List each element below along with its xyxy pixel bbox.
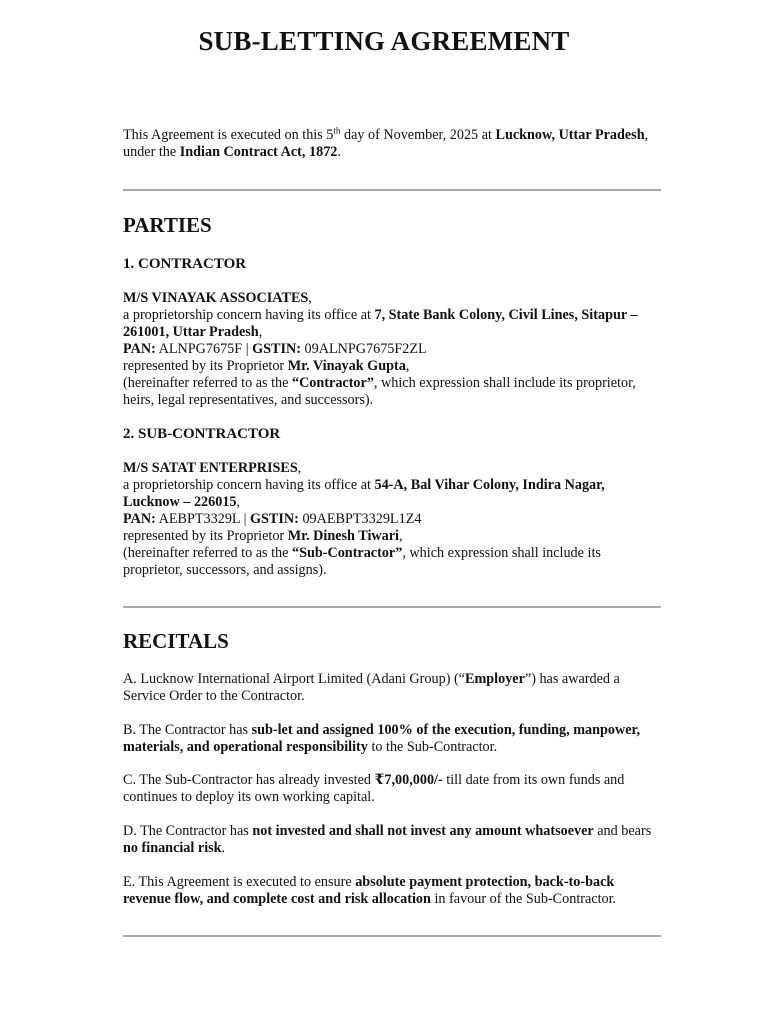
contractor-reference [123, 375, 663, 392]
punctuation: , [308, 290, 312, 306]
subcontractor-tax-ids [123, 511, 663, 528]
punctuation: , [297, 460, 302, 476]
recital-emphasis: no financial risk [123, 840, 222, 856]
recital-e-line-1 [123, 874, 663, 891]
subcontractor-heading: 2. SUB-CONTRACTOR [123, 426, 281, 442]
pan-label: PAN: [123, 511, 156, 527]
recital-text: A. Lucknow International Airport Limited (Adani Group) (“ [123, 671, 465, 687]
subcontractor-name: M/S SATAT ENTERPRISES [123, 460, 298, 476]
pan-value: ALNPG7675F | [155, 341, 253, 357]
punctuation: , [405, 358, 410, 374]
contractor-name: M/S VINAYAK ASSOCIATES [123, 290, 309, 306]
subcontractor-office-line-2 [123, 494, 663, 511]
recital-d-line-1 [123, 823, 663, 840]
intro-location: Lucknow, Uttar Pradesh [495, 127, 645, 143]
gstin-label: GSTIN: [250, 511, 299, 527]
intro-line-2 [123, 144, 663, 161]
subcontractor-name-line [123, 460, 663, 477]
rep-prefix: represented by its Proprietor [123, 528, 288, 544]
recital-text: C. The Sub-Contractor has already invested [123, 772, 375, 788]
recitals-heading: RECITALS [123, 629, 229, 653]
recital-b [123, 722, 663, 756]
recital-text: till date from its own funds and [442, 772, 625, 788]
recital-emphasis: Employer [464, 671, 525, 687]
recital-text: B. The Contractor has [123, 722, 252, 738]
intro-text: , [644, 127, 649, 143]
subcontractor-details [123, 460, 663, 579]
recital-c-line-1 [123, 772, 663, 789]
recital-text: D. The Contractor has [123, 823, 253, 839]
recital-text: in favour of the Sub-Contractor. [430, 891, 617, 907]
ref-suffix: , which expression shall include its proprietor, [373, 375, 636, 391]
recital-e-line-2 [123, 891, 663, 908]
recital-e [123, 874, 663, 908]
recital-amount: ₹7,00,000/- [374, 772, 443, 788]
rep-prefix: represented by its Proprietor [123, 358, 288, 374]
ref-term: “Contractor” [291, 375, 374, 391]
intro-text: day of November, 2025 at [340, 127, 496, 143]
intro-text: under the [123, 144, 180, 160]
gstin-value: 09AEBPT3329L1Z4 [298, 511, 422, 527]
recital-b-line-2 [123, 739, 663, 756]
office-prefix: a proprietorship concern having its office at [123, 477, 375, 493]
recital-c-line-2: continues to deploy its own working capital. [123, 789, 375, 805]
recital-b-line-1 [123, 722, 663, 739]
document-title: SUB-LETTING AGREEMENT [198, 26, 570, 56]
rep-name: Mr. Vinayak Gupta [287, 358, 406, 374]
recital-text: and bears [593, 823, 652, 839]
punctuation: , [236, 494, 241, 510]
recital-a-line-2: Service Order to the Contractor. [123, 688, 305, 704]
gstin-value: 09ALNPG7675F2ZL [301, 341, 427, 357]
pan-label: PAN: [123, 341, 156, 357]
contractor-address: 7, State Bank Colony, Civil Lines, Sitapur – [374, 307, 638, 323]
recital-a [123, 671, 663, 705]
recital-d [123, 823, 663, 857]
recital-text: to the Sub-Contractor. [367, 739, 498, 755]
section-divider [123, 189, 661, 191]
contractor-office-line [123, 307, 663, 324]
recital-emphasis: materials, and operational responsibility [123, 739, 368, 755]
intro-text: This Agreement is executed on this 5 [123, 127, 334, 143]
recital-c [123, 772, 663, 806]
ref-term: “Sub-Contractor” [291, 545, 403, 561]
intro-paragraph [123, 127, 663, 161]
office-prefix: a proprietorship concern having its office at [123, 307, 375, 323]
contractor-office-line-2 [123, 324, 663, 341]
recital-emphasis: sub-let and assigned 100% of the execution, funding, manpower, [251, 722, 641, 738]
ref-prefix: (hereinafter referred to as the [123, 545, 292, 561]
gstin-label: GSTIN: [252, 341, 301, 357]
punctuation: , [398, 528, 403, 544]
recital-emphasis: absolute payment protection, back-to-back [355, 874, 615, 890]
contractor-heading: 1. CONTRACTOR [123, 256, 247, 272]
ref-prefix: (hereinafter referred to as the [123, 375, 292, 391]
section-divider [123, 935, 661, 937]
recital-text: E. This Agreement is executed to ensure [123, 874, 356, 890]
contractor-tax-ids [123, 341, 663, 358]
punctuation: , [258, 324, 263, 340]
contractor-reference-2: heirs, legal representatives, and successors). [123, 392, 374, 408]
recital-d-line-2 [123, 840, 663, 857]
ref-suffix: , which expression shall include its [402, 545, 601, 561]
contractor-address-cont: 261001, Uttar Pradesh [123, 324, 259, 340]
subcontractor-address: 54-A, Bal Vihar Colony, Indira Nagar, [374, 477, 605, 493]
subcontractor-representative [123, 528, 663, 545]
contractor-representative [123, 358, 663, 375]
pan-value: AEBPT3329L | [155, 511, 250, 527]
subcontractor-reference-2: proprietor, successors, and assigns). [123, 562, 327, 578]
contractor-details [123, 290, 663, 409]
subcontractor-address-cont: Lucknow – 226015 [123, 494, 237, 510]
contractor-name-line [123, 290, 663, 307]
subcontractor-office-line [123, 477, 663, 494]
rep-name: Mr. Dinesh Tiwari [287, 528, 399, 544]
recital-a-line-1 [123, 671, 663, 688]
recital-text: ”) has awarded a [524, 671, 620, 687]
intro-line-1 [123, 127, 663, 144]
intro-superscript: th [333, 125, 341, 136]
parties-heading: PARTIES [123, 213, 212, 237]
intro-act: Indian Contract Act, 1872 [179, 144, 338, 160]
subcontractor-reference [123, 545, 663, 562]
recital-emphasis: not invested and shall not invest any amount whatsoever [252, 823, 594, 839]
recital-text: . [221, 840, 226, 856]
recital-emphasis: revenue flow, and complete cost and risk allocation [123, 891, 431, 907]
intro-text: . [337, 144, 341, 160]
section-divider [123, 606, 661, 608]
